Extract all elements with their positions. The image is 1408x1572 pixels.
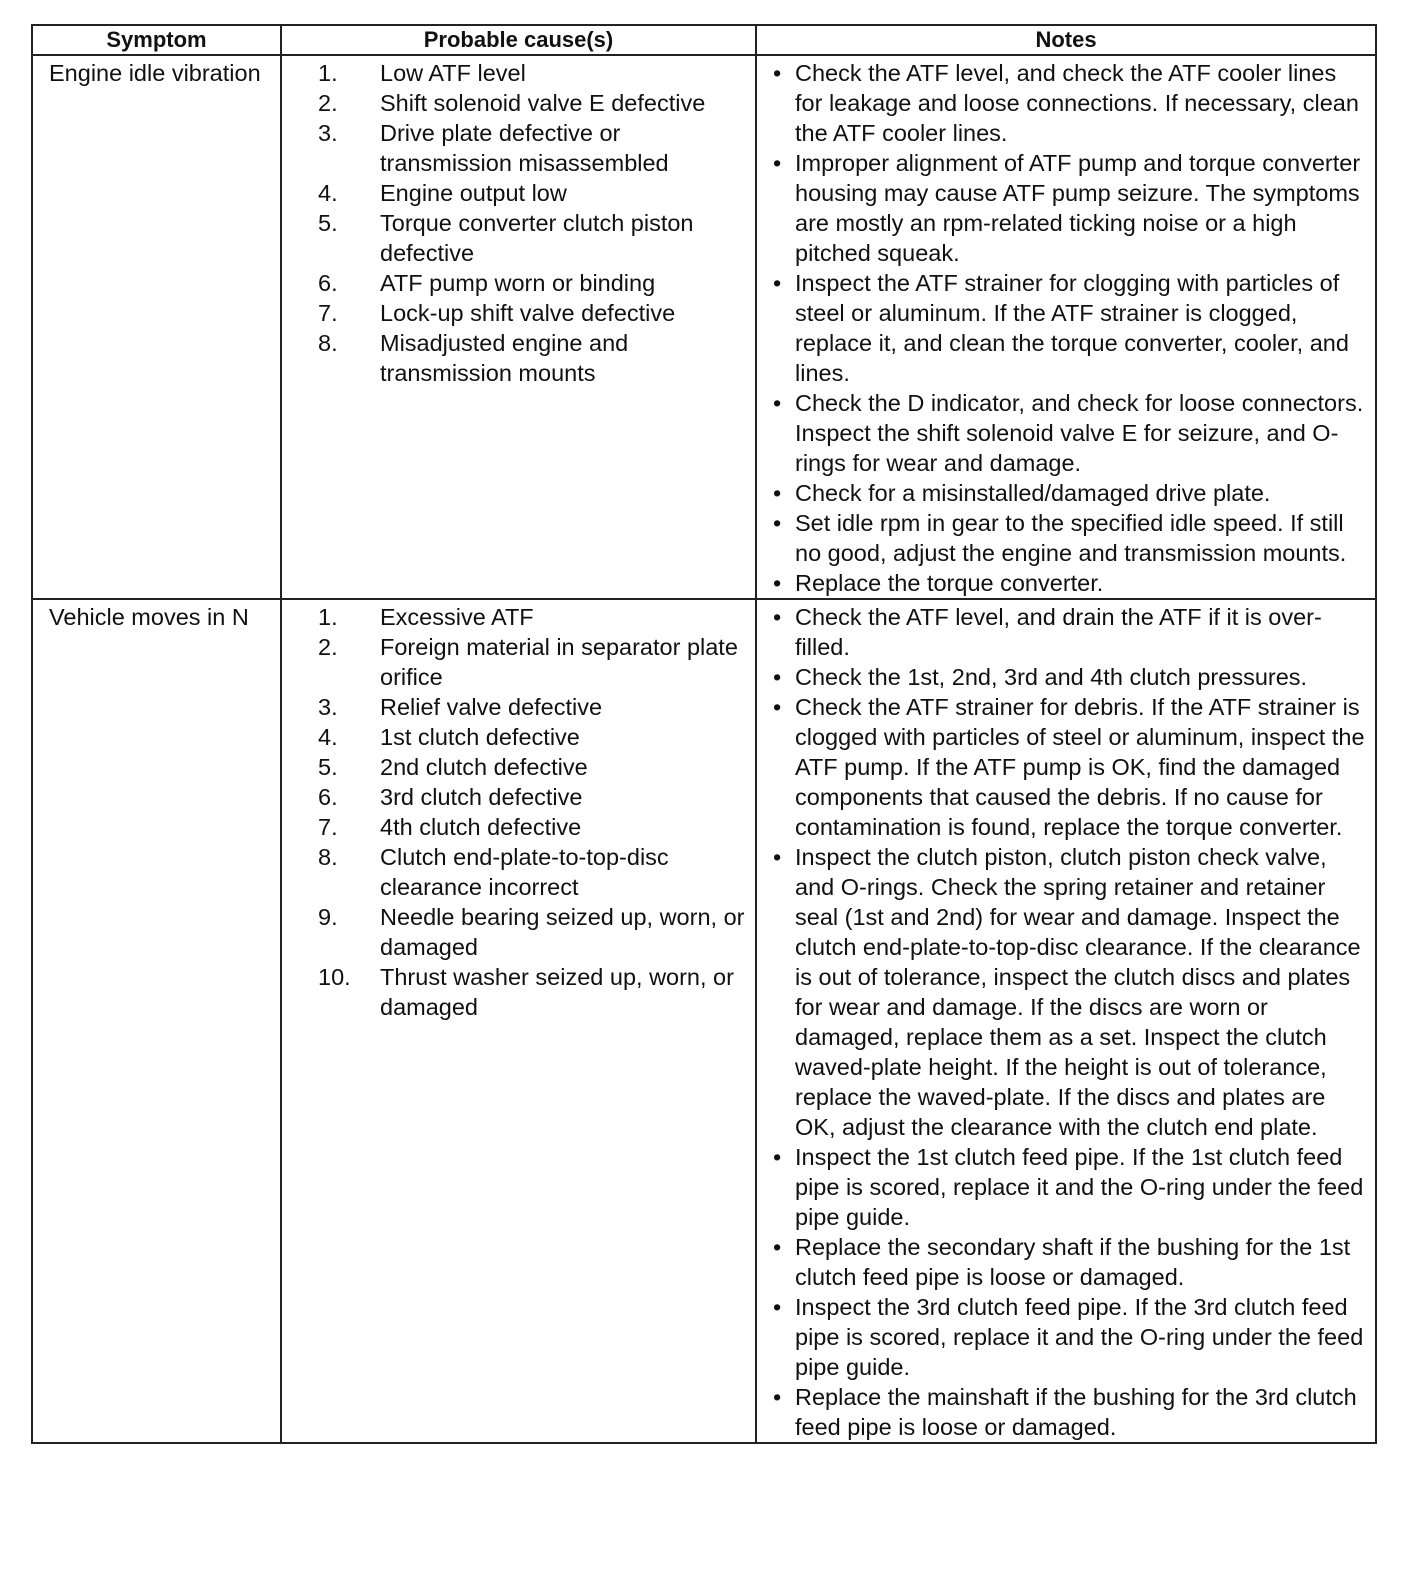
cause-number: 10. bbox=[318, 964, 351, 990]
cause-number: 4. bbox=[318, 724, 338, 750]
note-item bbox=[773, 692, 1369, 842]
bullet-icon: • bbox=[773, 604, 782, 630]
bullet-icon: • bbox=[773, 694, 782, 720]
bullet-icon: • bbox=[773, 664, 782, 690]
note-item bbox=[773, 1292, 1369, 1382]
cause-item bbox=[318, 118, 749, 178]
cause-text: Shift solenoid valve E defective bbox=[380, 90, 706, 116]
bullet-icon: • bbox=[773, 150, 782, 176]
note-item bbox=[773, 148, 1369, 268]
bullet-icon: • bbox=[773, 570, 782, 596]
cause-item bbox=[318, 602, 749, 632]
cause-item bbox=[318, 88, 749, 118]
header-notes: Notes bbox=[756, 25, 1376, 55]
cause-number: 2. bbox=[318, 90, 338, 116]
note-item bbox=[773, 568, 1369, 598]
troubleshooting-table bbox=[31, 24, 1377, 1444]
header-symptom: Symptom bbox=[32, 25, 281, 55]
note-text: Replace the mainshaft if the bushing for the 3rd clutch feed pipe is loose or damaged. bbox=[795, 1384, 1357, 1440]
note-text: Inspect the ATF strainer for clogging with particles of steel or aluminum. If the ATF strainer is clogged, replace it, and clean the torque converter, cooler, and lines. bbox=[795, 270, 1349, 386]
note-item bbox=[773, 508, 1369, 568]
bullet-icon: • bbox=[773, 510, 782, 536]
cause-item bbox=[318, 902, 749, 962]
notes-cell bbox=[756, 599, 1376, 1443]
causes-list bbox=[288, 58, 749, 388]
bullet-icon: • bbox=[773, 844, 782, 870]
cause-number: 1. bbox=[318, 604, 338, 630]
cause-text: Drive plate defective or transmission misassembled bbox=[380, 120, 669, 176]
cause-item bbox=[318, 298, 749, 328]
cause-text: Engine output low bbox=[380, 180, 567, 206]
cause-number: 3. bbox=[318, 694, 338, 720]
table-row bbox=[32, 599, 1376, 1443]
cause-number: 3. bbox=[318, 120, 338, 146]
cause-number: 2. bbox=[318, 634, 338, 660]
note-text: Inspect the clutch piston, clutch piston check valve, and O-rings. Check the spring retainer and retainer seal (1st and 2nd) for wear and damage. Inspect the clutch end-plate-to-top-disc clearance. If the clearance is out of tolerance, inspect the clutch discs and plates for wear and damage. If the discs are worn or damaged, replace them as a set. Inspect the clutch waved-plate height. If the height is out of tolerance, replace the waved-plate. If the discs and plates are OK, adjust the clearance with the clutch end plate. bbox=[795, 844, 1361, 1140]
cause-text: Torque converter clutch piston defective bbox=[380, 210, 694, 266]
table-row bbox=[32, 55, 1376, 599]
cause-number: 5. bbox=[318, 210, 338, 236]
cause-item bbox=[318, 328, 749, 388]
cause-number: 9. bbox=[318, 904, 338, 930]
cause-item bbox=[318, 722, 749, 752]
cause-text: Relief valve defective bbox=[380, 694, 603, 720]
cause-number: 1. bbox=[318, 60, 338, 86]
cause-item bbox=[318, 812, 749, 842]
note-item bbox=[773, 478, 1369, 508]
table-header-row bbox=[32, 25, 1376, 55]
cause-text: 1st clutch defective bbox=[380, 724, 580, 750]
cause-text: Clutch end-plate-to-top-disc clearance incorrect bbox=[380, 844, 669, 900]
note-item bbox=[773, 58, 1369, 148]
notes-cell bbox=[756, 55, 1376, 599]
cause-item bbox=[318, 178, 749, 208]
note-text: Inspect the 1st clutch feed pipe. If the 1st clutch feed pipe is scored, replace it and the O-ring under the feed pipe guide. bbox=[795, 1144, 1364, 1230]
cause-text: Low ATF level bbox=[380, 60, 526, 86]
cause-number: 6. bbox=[318, 784, 338, 810]
note-text: Replace the secondary shaft if the bushing for the 1st clutch feed pipe is loose or damaged. bbox=[795, 1234, 1351, 1290]
cause-text: 2nd clutch defective bbox=[380, 754, 588, 780]
note-text: Check the 1st, 2nd, 3rd and 4th clutch pressures. bbox=[795, 664, 1308, 690]
cause-number: 7. bbox=[318, 300, 338, 326]
note-text: Improper alignment of ATF pump and torque converter housing may cause ATF pump seizure. The symptoms are mostly an rpm-related ticking noise or a high pitched squeak. bbox=[795, 150, 1361, 266]
note-text: Check the ATF level, and check the ATF cooler lines for leakage and loose connections. If necessary, clean the ATF cooler lines. bbox=[795, 60, 1359, 146]
note-text: Inspect the 3rd clutch feed pipe. If the 3rd clutch feed pipe is scored, replace it and the O-ring under the feed pipe guide. bbox=[795, 1294, 1364, 1380]
cause-item bbox=[318, 752, 749, 782]
cause-text: Lock-up shift valve defective bbox=[380, 300, 676, 326]
note-item bbox=[773, 662, 1369, 692]
bullet-icon: • bbox=[773, 270, 782, 296]
note-item bbox=[773, 602, 1369, 662]
note-item bbox=[773, 1382, 1369, 1442]
cause-number: 6. bbox=[318, 270, 338, 296]
bullet-icon: • bbox=[773, 1294, 782, 1320]
cause-item bbox=[318, 842, 749, 902]
cause-item bbox=[318, 632, 749, 692]
note-text: Check the ATF level, and drain the ATF if it is over-filled. bbox=[795, 604, 1322, 660]
bullet-icon: • bbox=[773, 1234, 782, 1260]
cause-text: Foreign material in separator plate orifice bbox=[380, 634, 738, 690]
bullet-icon: • bbox=[773, 390, 782, 416]
cause-number: 7. bbox=[318, 814, 338, 840]
cause-text: Excessive ATF bbox=[380, 604, 534, 630]
causes-cell bbox=[281, 599, 756, 1443]
notes-list bbox=[763, 58, 1369, 598]
cause-text: 4th clutch defective bbox=[380, 814, 582, 840]
cause-number: 4. bbox=[318, 180, 338, 206]
cause-item bbox=[318, 208, 749, 268]
bullet-icon: • bbox=[773, 1144, 782, 1170]
cause-text: 3rd clutch defective bbox=[380, 784, 583, 810]
note-text: Check for a misinstalled/damaged drive plate. bbox=[795, 480, 1271, 506]
note-item bbox=[773, 268, 1369, 388]
bullet-icon: • bbox=[773, 1384, 782, 1410]
note-item bbox=[773, 842, 1369, 1142]
causes-cell bbox=[281, 55, 756, 599]
cause-number: 8. bbox=[318, 844, 338, 870]
cause-item bbox=[318, 268, 749, 298]
note-item bbox=[773, 1232, 1369, 1292]
bullet-icon: • bbox=[773, 480, 782, 506]
cause-item bbox=[318, 782, 749, 812]
cause-text: Thrust washer seized up, worn, or damaged bbox=[380, 964, 734, 1020]
cause-item bbox=[318, 692, 749, 722]
cause-text: Needle bearing seized up, worn, or damaged bbox=[380, 904, 745, 960]
symptom-cell: Engine idle vibration bbox=[32, 55, 281, 599]
bullet-icon: • bbox=[773, 60, 782, 86]
troubleshooting-sheet bbox=[31, 24, 1375, 1444]
note-text: Replace the torque converter. bbox=[795, 570, 1104, 596]
causes-list bbox=[288, 602, 749, 1022]
notes-list bbox=[763, 602, 1369, 1442]
note-item bbox=[773, 388, 1369, 478]
cause-number: 8. bbox=[318, 330, 338, 356]
header-probable-causes: Probable cause(s) bbox=[281, 25, 756, 55]
cause-number: 5. bbox=[318, 754, 338, 780]
note-text: Check the ATF strainer for debris. If the ATF strainer is clogged with particles of steel or aluminum, inspect the ATF pump. If the ATF pump is OK, find the damaged components that caused the debris. If no cause for contamination is found, replace the torque converter. bbox=[795, 694, 1365, 840]
cause-text: Misadjusted engine and transmission mounts bbox=[380, 330, 629, 386]
cause-item bbox=[318, 58, 749, 88]
cause-text: ATF pump worn or binding bbox=[380, 270, 656, 296]
symptom-cell: Vehicle moves in N bbox=[32, 599, 281, 1443]
note-item bbox=[773, 1142, 1369, 1232]
note-text: Check the D indicator, and check for loose connectors. Inspect the shift solenoid valve E for seizure, and O-rings for wear and damage. bbox=[795, 390, 1364, 476]
note-text: Set idle rpm in gear to the specified idle speed. If still no good, adjust the engine and transmission mounts. bbox=[795, 510, 1347, 566]
cause-item bbox=[318, 962, 749, 1022]
